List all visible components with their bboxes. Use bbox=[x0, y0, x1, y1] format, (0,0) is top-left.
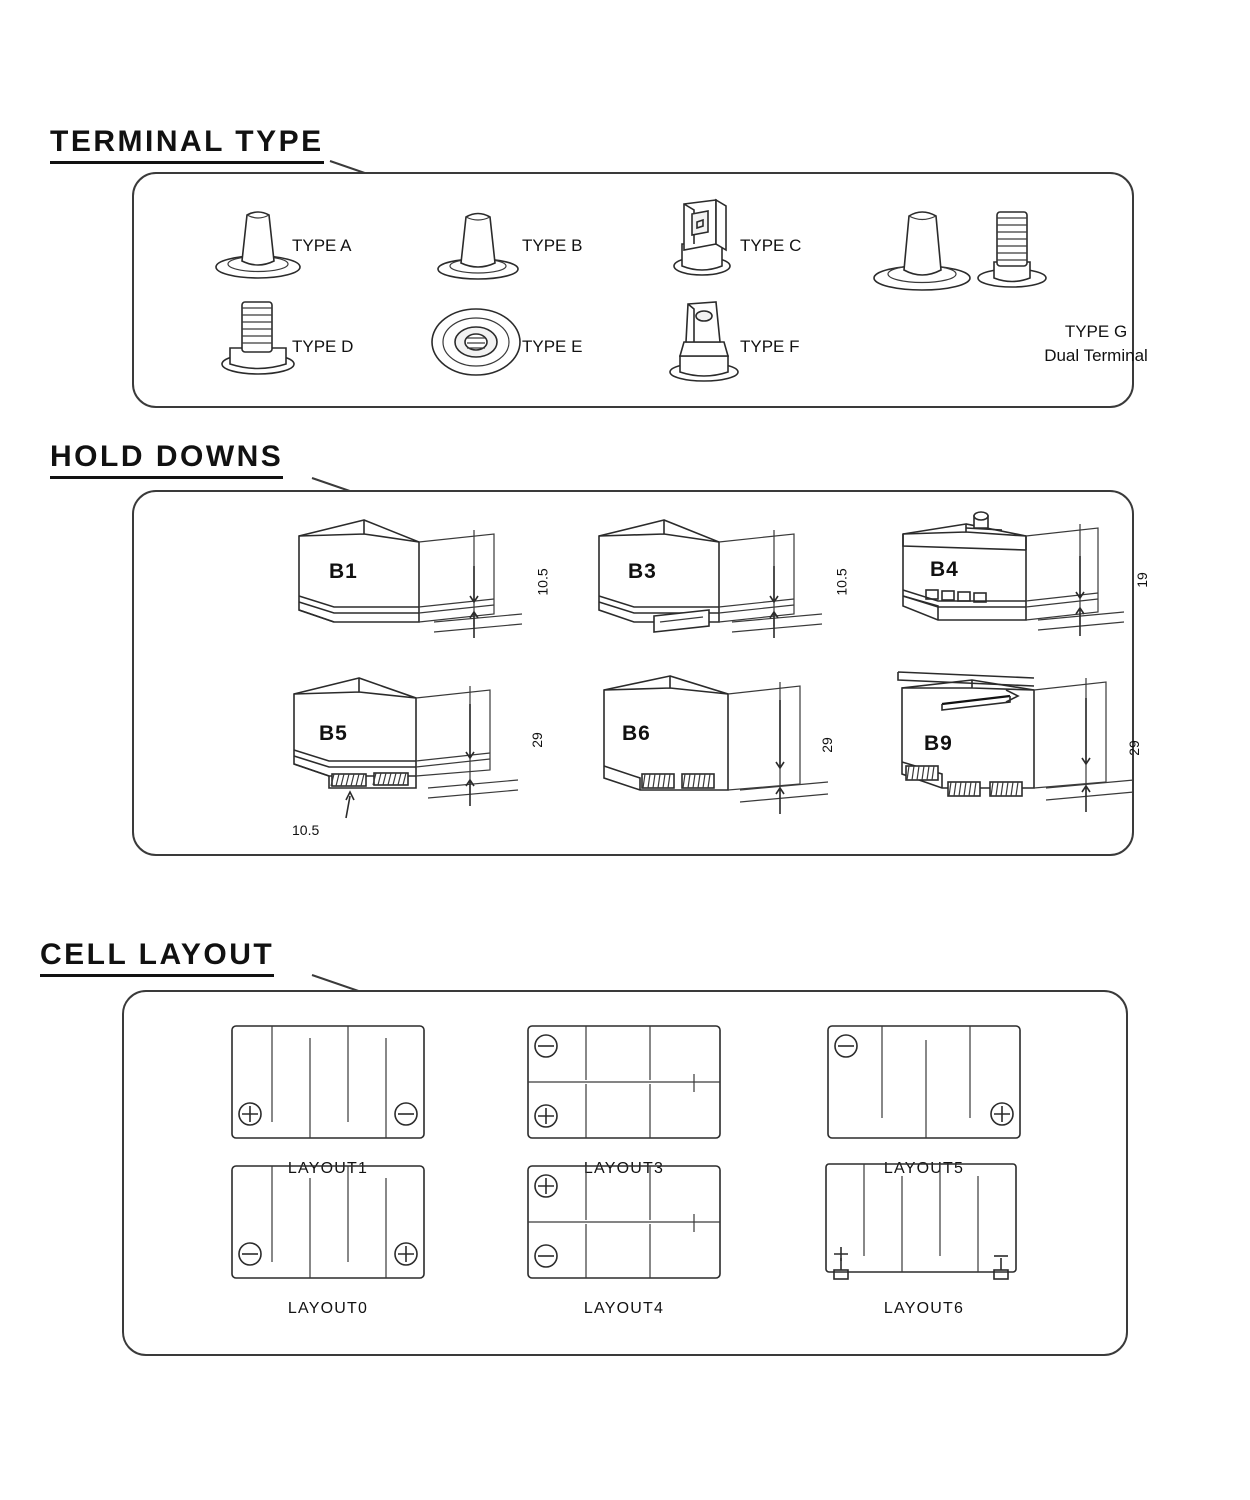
cell-layout4-graphic bbox=[524, 1162, 724, 1287]
terminal-b-label: TYPE B bbox=[522, 236, 583, 255]
holddown-b9-graphic bbox=[802, 658, 1142, 833]
title-underline bbox=[50, 161, 324, 164]
cell-layout0-graphic bbox=[228, 1162, 428, 1287]
cell-layout1-label: LAYOUT1 bbox=[287, 1160, 369, 1177]
holddown-b1-graphic bbox=[204, 510, 524, 650]
section-title-hold-downs: HOLD DOWNS bbox=[50, 440, 283, 479]
holddown-b5-dim-1: 29 bbox=[528, 732, 545, 748]
terminal-e-label: TYPE E bbox=[522, 337, 583, 356]
holddown-b6-label: B6 bbox=[622, 722, 651, 745]
holddown-b3-graphic bbox=[504, 510, 824, 650]
cell-layout6-graphic bbox=[820, 1160, 1030, 1290]
holddown-b5-label: B5 bbox=[319, 722, 348, 745]
section-title-terminal-type: TERMINAL TYPE bbox=[50, 125, 324, 164]
holddown-b4-dim-1: 19 bbox=[1133, 572, 1150, 588]
holddown-b4-graphic bbox=[806, 506, 1126, 651]
terminal-g-sublabel: Dual Terminal bbox=[1044, 346, 1148, 365]
holddown-b6-graphic bbox=[502, 662, 832, 832]
terminal-g-label: TYPE G bbox=[1064, 322, 1128, 341]
section-title-cell-layout: CELL LAYOUT bbox=[40, 938, 274, 977]
terminal-a-label: TYPE A bbox=[292, 236, 352, 255]
cell-layout3-label: LAYOUT3 bbox=[583, 1160, 665, 1177]
cell-layout0-label: LAYOUT0 bbox=[287, 1300, 369, 1317]
panel-terminal-type bbox=[132, 172, 1148, 408]
cell-layout4-label: LAYOUT4 bbox=[583, 1300, 665, 1317]
terminal-g-graphic bbox=[864, 194, 1064, 304]
holddown-b4-label: B4 bbox=[930, 558, 959, 581]
title-underline bbox=[40, 974, 274, 977]
title-underline bbox=[50, 476, 283, 479]
holddown-b3-label: B3 bbox=[628, 560, 657, 583]
cell-layout5-label: LAYOUT5 bbox=[883, 1160, 965, 1177]
terminal-d-label: TYPE D bbox=[292, 337, 354, 356]
holddown-b1-label: B1 bbox=[329, 560, 358, 583]
panel-hold-downs bbox=[132, 490, 1150, 856]
holddown-b3-dim-1: 10.5 bbox=[833, 568, 850, 596]
holddown-b5-graphic bbox=[194, 670, 524, 835]
cell-layout1-graphic bbox=[228, 1022, 428, 1147]
holddown-b5-dim-2: 10.5 bbox=[292, 822, 320, 838]
holddown-b1-dim-1: 10.5 bbox=[534, 568, 551, 596]
cell-layout5-graphic bbox=[824, 1022, 1024, 1147]
holddown-b9-label: B9 bbox=[924, 732, 953, 755]
holddown-b9-dim-1: 29 bbox=[1125, 740, 1142, 756]
terminal-f-label: TYPE F bbox=[740, 337, 800, 356]
terminal-c-label: TYPE C bbox=[740, 236, 802, 255]
cell-layout3-graphic bbox=[524, 1022, 724, 1147]
panel-cell-layout bbox=[122, 990, 1128, 1356]
holddown-b6-dim-1: 29 bbox=[818, 737, 835, 753]
cell-layout6-label: LAYOUT6 bbox=[883, 1300, 965, 1317]
